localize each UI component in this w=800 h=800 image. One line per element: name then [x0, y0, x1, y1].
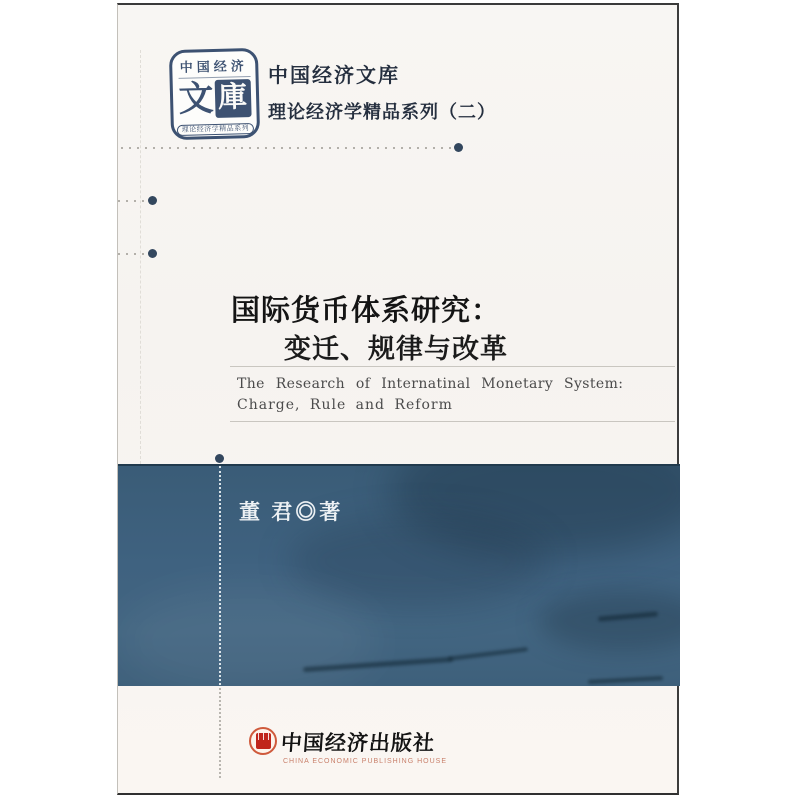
- band-texture: [538, 591, 680, 651]
- series-line2: 理论经济学精品系列（二）: [268, 102, 496, 122]
- seal-glyph-wen: 文: [178, 79, 215, 119]
- seal-glyphs: [173, 79, 257, 119]
- english-title-line1: The Research of Internatinal Monetary System:: [237, 376, 624, 392]
- end-dot: [148, 196, 157, 205]
- vertical-dotted-line-on-band: [219, 466, 221, 685]
- publisher-text: [281, 727, 447, 765]
- end-dot: [454, 143, 463, 152]
- english-title-line2: Charge, Rule and Reform: [237, 397, 453, 413]
- seal-top-text: 中国经济: [178, 55, 251, 79]
- publisher-block: [249, 727, 447, 765]
- book-title-line2: 变迁、规律与改革: [284, 334, 508, 364]
- end-dot: [148, 249, 157, 258]
- band-marker-dot: [215, 454, 224, 463]
- dotted-line: [121, 147, 454, 149]
- divider-below-english-title: [230, 421, 675, 422]
- band-texture: [118, 586, 378, 686]
- publisher-emblem-icon: [249, 727, 277, 755]
- publisher-caption: CHINA ECONOMIC PUBLISHING HOUSE: [283, 758, 448, 765]
- dotted-divider-short-1: [118, 196, 157, 205]
- series-heading: [268, 59, 496, 124]
- divider-above-english-title: [230, 366, 675, 367]
- publisher-emblem-inner: [256, 733, 271, 749]
- band-texture-streak: [588, 676, 663, 684]
- dotted-line: [118, 200, 148, 202]
- book-title-line1: 国际货币体系研究：: [231, 295, 502, 327]
- english-title: [237, 374, 623, 416]
- publisher-name: 中国经济出版社: [280, 731, 436, 755]
- band-texture-streak: [448, 647, 528, 661]
- dotted-divider-long: [121, 143, 463, 152]
- series-line1: 中国经济文库: [268, 65, 400, 87]
- seal-banner-text: 理论经济学精品系列: [177, 123, 255, 136]
- blue-band: [118, 464, 680, 686]
- dotted-divider-short-2: [118, 249, 157, 258]
- band-texture: [288, 516, 548, 606]
- book-cover: [117, 3, 679, 795]
- author-byline: 董 君◎著: [239, 500, 344, 524]
- seal-glyph-ku: 庫: [214, 79, 251, 118]
- series-seal-icon: [169, 48, 260, 140]
- dotted-line: [118, 253, 148, 255]
- vertical-dotted-line-below-band: [219, 688, 221, 778]
